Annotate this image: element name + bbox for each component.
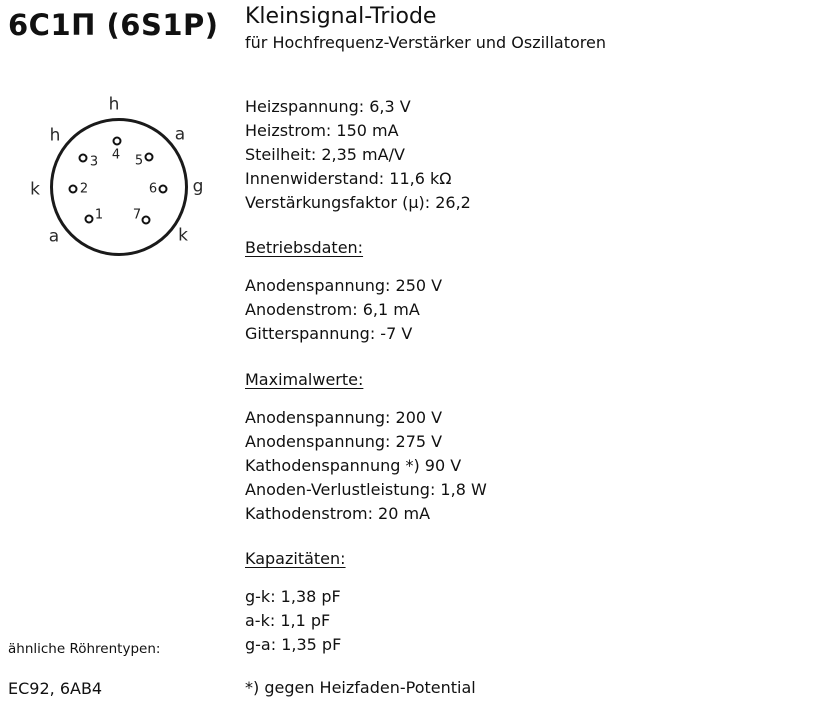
pin-4-hole-icon [113,137,122,146]
pin-1-hole-icon [85,215,94,224]
footnote-heater-potential: *) gegen Heizfaden-Potential [245,678,476,697]
kapazitaeten-list [245,585,341,657]
similar-tubes-value: EC92, 6AB4 [8,679,103,698]
pin-2-number: 2 [79,181,89,197]
general-specs-list [245,95,471,215]
section-heading-kapazitaeten: Kapazitäten: [245,549,346,568]
electrode-label-grid-right: g [192,176,204,197]
pin-3-hole-icon [79,154,88,163]
electrode-label-anode-lower-left: a [48,226,60,247]
spec-line-transconductance: Steilheit: 2,35 mA/V [245,145,405,164]
spec-line-heater-current: Heizstrom: 150 mA [245,121,399,140]
pin-6-number: 6 [148,181,158,197]
betriebsdaten-list [245,274,442,346]
tube-name: 6С1П (6S1P) [8,8,219,42]
spec-line-capacitance-ga: g-a: 1,35 pF [245,635,342,654]
socket-pinout-diagram [20,90,220,270]
spec-line-internal-resistance: Innenwiderstand: 11,6 kΩ [245,169,452,188]
pin-7-number: 7 [132,207,142,223]
pin-7-hole-icon [142,216,151,225]
spec-line-heater-voltage: Heizspannung: 6,3 V [245,97,411,116]
pin-5-number: 5 [134,153,144,169]
page-title: Kleinsignal-Triode [245,4,437,29]
spec-line-anode-voltage: Anodenspannung: 250 V [245,276,443,295]
spec-line-grid-voltage: Gitterspannung: -7 V [245,324,413,343]
spec-line-amplification-factor: Verstärkungsfaktor (µ): 26,2 [245,193,471,212]
electrode-label-heater-upper-left: h [49,125,61,146]
pin-4-number: 4 [111,147,121,163]
pin-6-hole-icon [159,185,168,194]
spec-line-max-anode-voltage-2: Anodenspannung: 275 V [245,432,443,451]
spec-line-capacitance-gk: g-k: 1,38 pF [245,587,341,606]
spec-line-max-cathode-current: Kathodenstrom: 20 mA [245,504,431,523]
section-heading-maximalwerte: Maximalwerte: [245,370,364,389]
similar-tubes-label: ähnliche Röhrentypen: [8,641,161,657]
electrode-label-cathode-left: k [30,179,40,200]
spec-line-capacitance-ak: a-k: 1,1 pF [245,611,331,630]
section-heading-betriebsdaten: Betriebsdaten: [245,238,364,257]
spec-line-max-anode-dissipation: Anoden-Verlustleistung: 1,8 W [245,480,487,499]
spec-line-max-cathode-voltage: Kathodenspannung *) 90 V [245,456,462,475]
maximalwerte-list [245,406,487,526]
spec-line-max-anode-voltage-1: Anodenspannung: 200 V [245,408,443,427]
pin-1-number: 1 [94,207,104,223]
electrode-label-cathode-lower-right: k [178,225,188,246]
electrode-label-anode-upper-right: a [174,124,186,145]
page-subtitle: für Hochfrequenz-Verstärker und Oszillatoren [245,33,606,52]
pin-3-number: 3 [89,154,99,170]
spec-line-anode-current: Anodenstrom: 6,1 mA [245,300,420,319]
pin-5-hole-icon [145,153,154,162]
pin-2-hole-icon [69,185,78,194]
electrode-label-heater-top: h [108,94,120,115]
